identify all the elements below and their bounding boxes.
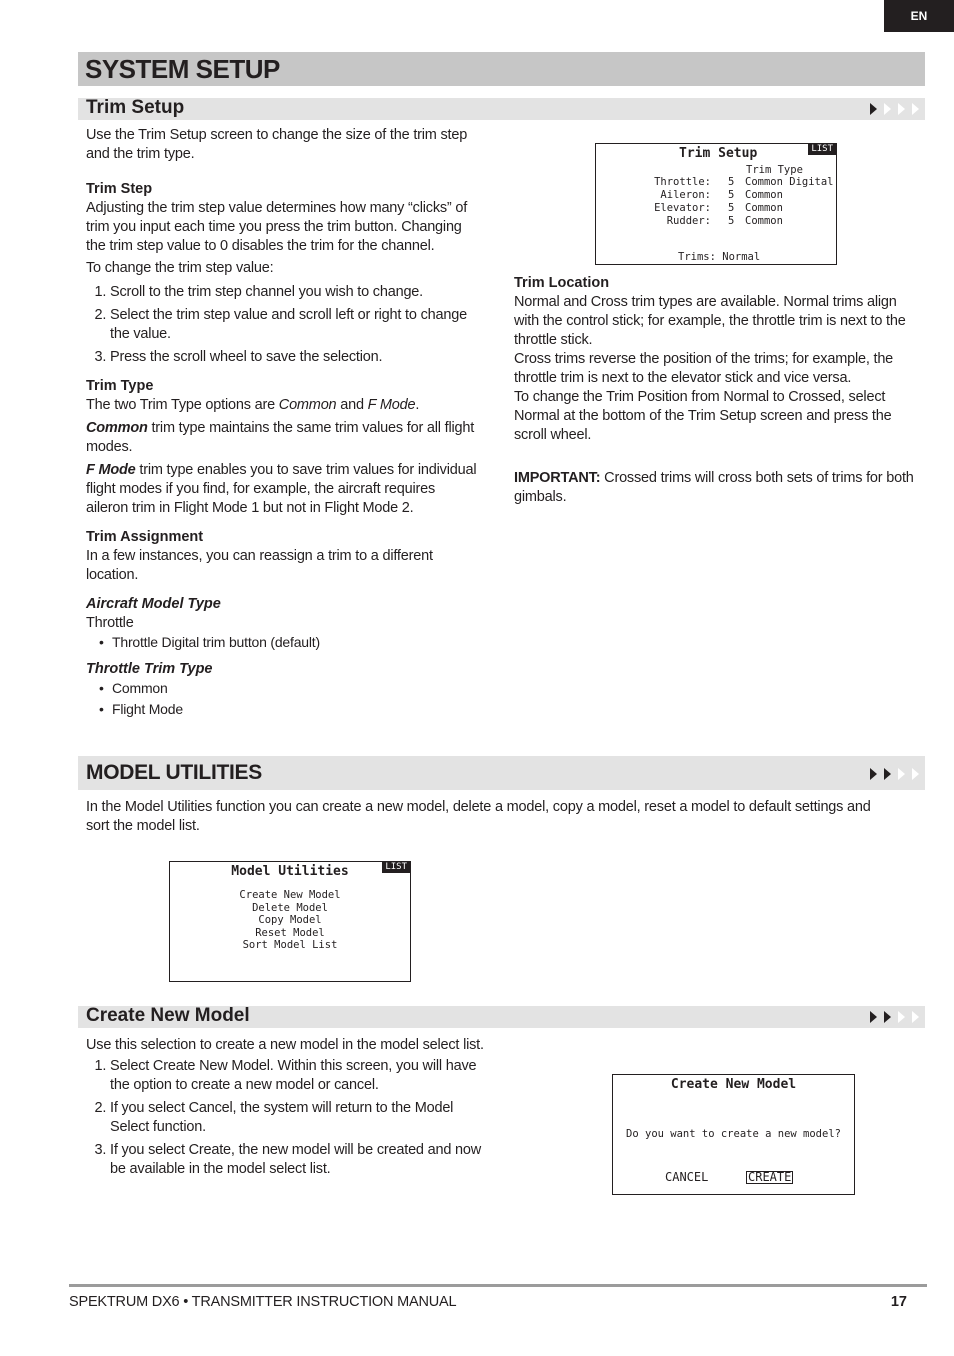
section-progress-arrows — [870, 1011, 919, 1023]
list-item: 1. Scroll to the trim step channel you wish to change. — [110, 283, 478, 302]
arrow-icon — [870, 768, 877, 780]
create-new-model-column — [86, 1036, 496, 1183]
channel-name: Elevator: — [654, 202, 711, 214]
section-progress-arrows — [870, 768, 919, 780]
aircraft-bullets — [86, 633, 478, 652]
model-utilities-intro: In the Model Utilities function you can create a new model, delete a model, copy a model, reset a model to default settings and sort the model list. — [86, 799, 871, 834]
trim-type-value: Common Digital — [745, 176, 834, 188]
create-new-model-screen — [612, 1074, 855, 1195]
arrow-icon — [898, 1011, 905, 1023]
trim-location-p1: Normal and Cross trim types are available. Normal trims align with the control stick; for example, the throttle trim is next to the throttle stick. — [514, 294, 906, 348]
throttle-trim-type-heading: Throttle Trim Type — [86, 661, 213, 677]
trim-location-heading: Trim Location — [514, 275, 610, 291]
throttle-trim-bullets — [86, 679, 478, 719]
menu-item-copy-model: Copy Model — [258, 914, 322, 926]
section-progress-arrows — [870, 103, 919, 115]
important-note: IMPORTANT: Crossed trims will cross both sets of trims for both gimbals. — [514, 470, 914, 505]
create-new-model-band — [78, 1006, 925, 1028]
fmode-trim-text: F Mode trim type enables you to save trim values for individual flight modes if you find, for example, the aircraft requires aileron trim in Flight Mode 1 but not in Flight Mode 2. — [86, 462, 477, 516]
trim-step-text: Adjusting the trim step value determines how many “clicks” of trim you input each time you press the trim button. Changing the trim step value to 0 disables the trim for the channel. — [86, 200, 468, 254]
menu-item-create-new-model: Create New Model — [239, 889, 341, 901]
trim-step-steps — [86, 283, 478, 367]
trim-type-value: Common — [745, 202, 783, 214]
trim-location-p2: Cross trims reverse the position of the trims; for example, the throttle trim is next to the elevator stick and vice versa. — [514, 351, 894, 386]
cancel-button: CANCEL — [665, 1170, 709, 1184]
trim-type-value: Common — [745, 189, 783, 201]
screen-title: Trim Setup — [679, 146, 758, 161]
model-utilities-heading: MODEL UTILITIES — [86, 761, 262, 784]
aircraft-model-type-sub: Throttle — [86, 615, 134, 631]
trim-type-heading: Trim Type — [86, 378, 154, 394]
list-item: • Flight Mode — [112, 700, 478, 719]
trim-step-value: 5 — [728, 215, 735, 227]
screen-title: Model Utilities — [231, 864, 349, 879]
arrow-icon — [912, 768, 919, 780]
trim-location-p3: To change the Trim Position from Normal to Crossed, select Normal at the bottom of the Trim Setup screen and press the scroll wheel. — [514, 389, 892, 443]
trim-setup-intro: Use the Trim Setup screen to change the size of the trim step and the trim type. — [86, 127, 468, 162]
trim-setup-heading: Trim Setup — [86, 97, 185, 118]
common-trim-text: Common trim type maintains the same trim values for all flight modes. — [86, 420, 475, 455]
list-badge: LIST — [808, 144, 836, 155]
trim-type-text: The two Trim Type options are Common and F Mode. — [86, 397, 420, 413]
page-title: SYSTEM SETUP — [85, 54, 280, 84]
arrow-icon — [884, 1011, 891, 1023]
arrow-icon — [870, 1011, 877, 1023]
aircraft-model-type-heading: Aircraft Model Type — [86, 596, 221, 612]
list-item: 1. Select Create New Model. Within this screen, you will have the option to create a new model or cancel. — [110, 1057, 496, 1095]
footer-rule — [69, 1284, 927, 1287]
arrow-icon — [912, 103, 919, 115]
create-button: CREATE — [748, 1170, 792, 1184]
arrow-icon — [884, 103, 891, 115]
trim-step-heading: Trim Step — [86, 181, 153, 197]
language-tab: EN — [884, 0, 954, 32]
trims-position-value: Trims: Normal — [678, 251, 761, 263]
screen-title: Create New Model — [670, 1077, 797, 1092]
trim-step-value: 5 — [728, 176, 735, 188]
trim-step-value: 5 — [728, 189, 735, 201]
trim-setup-left-column — [86, 126, 478, 721]
model-utilities-screen — [169, 861, 411, 982]
list-item: • Throttle Digital trim button (default) — [112, 633, 478, 652]
model-utilities-band — [78, 756, 925, 790]
list-item: 3. If you select Create, the new model will be created and now be available in the model select list. — [110, 1141, 496, 1179]
trim-setup-band — [78, 98, 925, 120]
trim-assignment-heading: Trim Assignment — [86, 529, 204, 545]
channel-name: Throttle: — [654, 176, 711, 188]
arrow-icon — [870, 103, 877, 115]
trim-setup-screen — [595, 143, 837, 265]
arrow-icon — [898, 768, 905, 780]
menu-item-reset-model: Reset Model — [255, 927, 325, 939]
trim-type-value: Common — [745, 215, 783, 227]
create-new-model-heading: Create New Model — [86, 1005, 250, 1026]
list-item: 2. If you select Cancel, the system will return to the Model Select function. — [110, 1099, 496, 1137]
trim-location-column — [514, 274, 914, 507]
trim-assignment-text: In a few instances, you can reassign a trim to a different location. — [86, 548, 433, 583]
arrow-icon — [898, 103, 905, 115]
list-badge: LIST — [382, 862, 410, 873]
trim-type-column-header: Trim Type — [746, 164, 803, 176]
create-confirm-question: Do you want to create a new model? — [626, 1128, 841, 1140]
trim-step-value: 5 — [728, 202, 735, 214]
arrow-icon — [912, 1011, 919, 1023]
page-number: 17 — [890, 1294, 907, 1310]
channel-name: Rudder: — [666, 215, 711, 227]
channel-name: Aileron: — [660, 189, 711, 201]
change-trim-step-intro: To change the trim step value: — [86, 260, 274, 276]
list-item: 3. Press the scroll wheel to save the selection. — [110, 348, 478, 367]
menu-item-delete-model: Delete Model — [252, 902, 328, 914]
list-item: 2. Select the trim step value and scroll left or right to change the value. — [110, 306, 478, 344]
list-item: • Common — [112, 679, 478, 698]
create-new-model-intro: Use this selection to create a new model in the model select list. — [86, 1037, 484, 1053]
menu-item-sort-model-list: Sort Model List — [242, 939, 338, 951]
arrow-icon — [884, 768, 891, 780]
footer-text: SPEKTRUM DX6 • TRANSMITTER INSTRUCTION MANUAL — [69, 1294, 457, 1310]
create-new-model-steps — [86, 1057, 496, 1179]
page-title-band — [78, 52, 925, 86]
